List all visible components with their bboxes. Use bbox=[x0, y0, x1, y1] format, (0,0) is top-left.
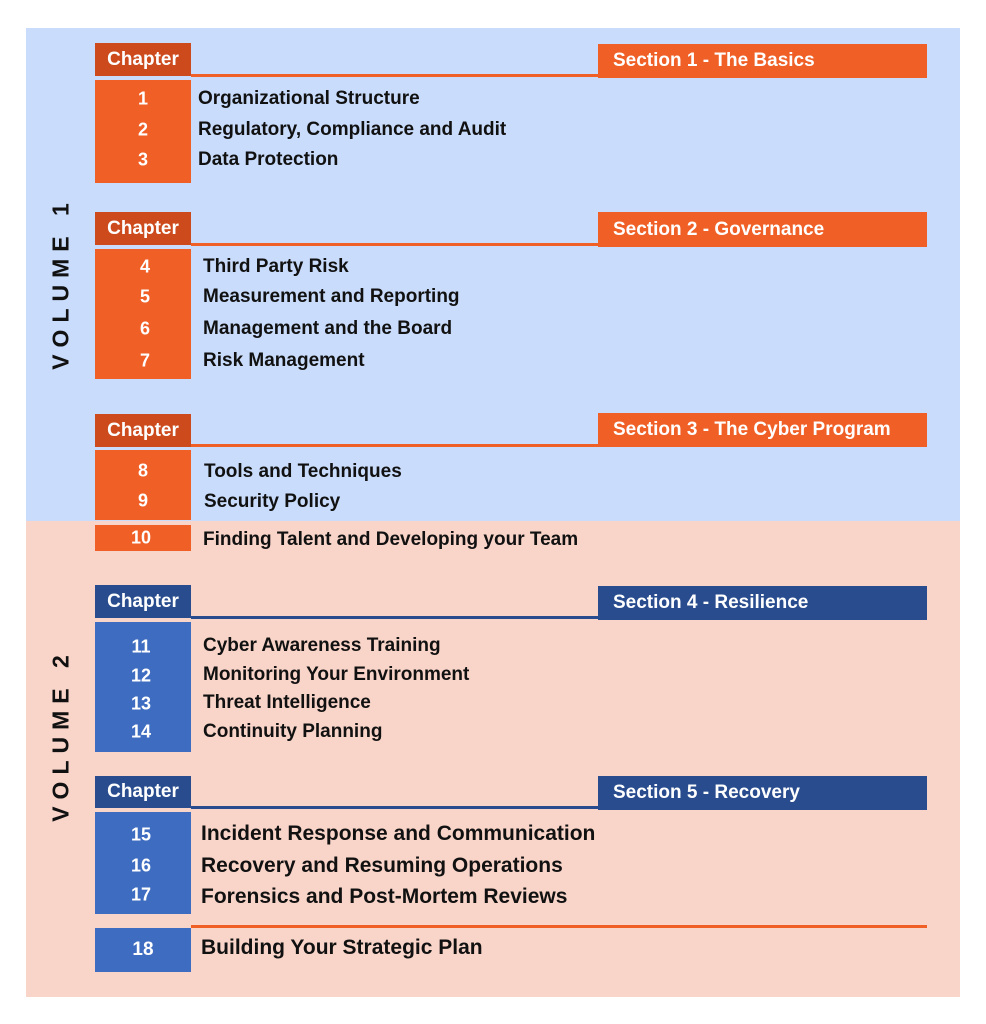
chapter-number: 6 bbox=[139, 318, 150, 339]
chapter-title: Monitoring Your Environment bbox=[203, 664, 470, 685]
chapter-number: 13 bbox=[130, 693, 152, 714]
section-1-header: Section 1 - The Basics bbox=[598, 44, 927, 78]
chapter-title: Tools and Techniques bbox=[204, 461, 402, 482]
section-3-header: Section 3 - The Cyber Program bbox=[598, 413, 927, 447]
chapter-number: 18 bbox=[132, 939, 154, 960]
chapter-number: 1 bbox=[137, 88, 148, 109]
section-4-header: Section 4 - Resilience bbox=[598, 586, 927, 620]
chapter-title: Third Party Risk bbox=[203, 256, 349, 277]
chapter-title: Regulatory, Compliance and Audit bbox=[198, 119, 507, 140]
header-rule bbox=[191, 74, 598, 77]
final-rule bbox=[191, 925, 927, 928]
chapter-title: Finding Talent and Developing your Team bbox=[203, 529, 579, 550]
chapter-number: 7 bbox=[139, 350, 150, 371]
chapter-header: Chapter bbox=[95, 776, 191, 808]
chapter-title: Incident Response and Communication bbox=[201, 822, 596, 845]
chapter-header: Chapter bbox=[95, 585, 191, 618]
section-2-header: Section 2 - Governance bbox=[598, 212, 927, 247]
chapter-number: 9 bbox=[137, 490, 148, 511]
chapter-title: Management and the Board bbox=[203, 318, 453, 339]
chapter-title: Security Policy bbox=[204, 491, 341, 512]
chapter-number: 12 bbox=[130, 665, 152, 686]
chapter-number: 5 bbox=[139, 286, 150, 307]
chapter-title: Risk Management bbox=[203, 350, 365, 371]
chapter-number: 3 bbox=[137, 149, 148, 170]
chapter-title: Cyber Awareness Training bbox=[203, 635, 441, 656]
header-rule bbox=[191, 806, 598, 809]
header-rule bbox=[191, 444, 598, 447]
chapter-title: Threat Intelligence bbox=[203, 692, 371, 713]
chapter-header: Chapter bbox=[95, 212, 191, 245]
chapter-number: 10 bbox=[130, 527, 152, 548]
chapter-header: Chapter bbox=[95, 414, 191, 447]
chapter-number: 14 bbox=[130, 721, 152, 742]
chapter-number: 4 bbox=[139, 256, 150, 277]
chapter-title: Continuity Planning bbox=[203, 721, 383, 742]
chapter-title: Data Protection bbox=[198, 149, 339, 170]
chapter-number: 17 bbox=[130, 884, 152, 905]
header-rule bbox=[191, 616, 598, 619]
chapter-title: Building Your Strategic Plan bbox=[201, 936, 483, 959]
section-5-header: Section 5 - Recovery bbox=[598, 776, 927, 810]
chapter-number: 8 bbox=[137, 460, 148, 481]
chapter-number: 11 bbox=[131, 636, 151, 657]
chapter-title: Recovery and Resuming Operations bbox=[201, 854, 563, 877]
chapter-number: 16 bbox=[130, 855, 152, 876]
chapter-title: Organizational Structure bbox=[198, 88, 420, 109]
chapter-number: 2 bbox=[137, 119, 148, 140]
header-rule bbox=[191, 243, 598, 246]
chapter-title: Forensics and Post-Mortem Reviews bbox=[201, 885, 568, 908]
chapter-number: 15 bbox=[130, 824, 152, 845]
chapter-header: Chapter bbox=[95, 43, 191, 76]
chapter-title: Measurement and Reporting bbox=[203, 286, 460, 307]
